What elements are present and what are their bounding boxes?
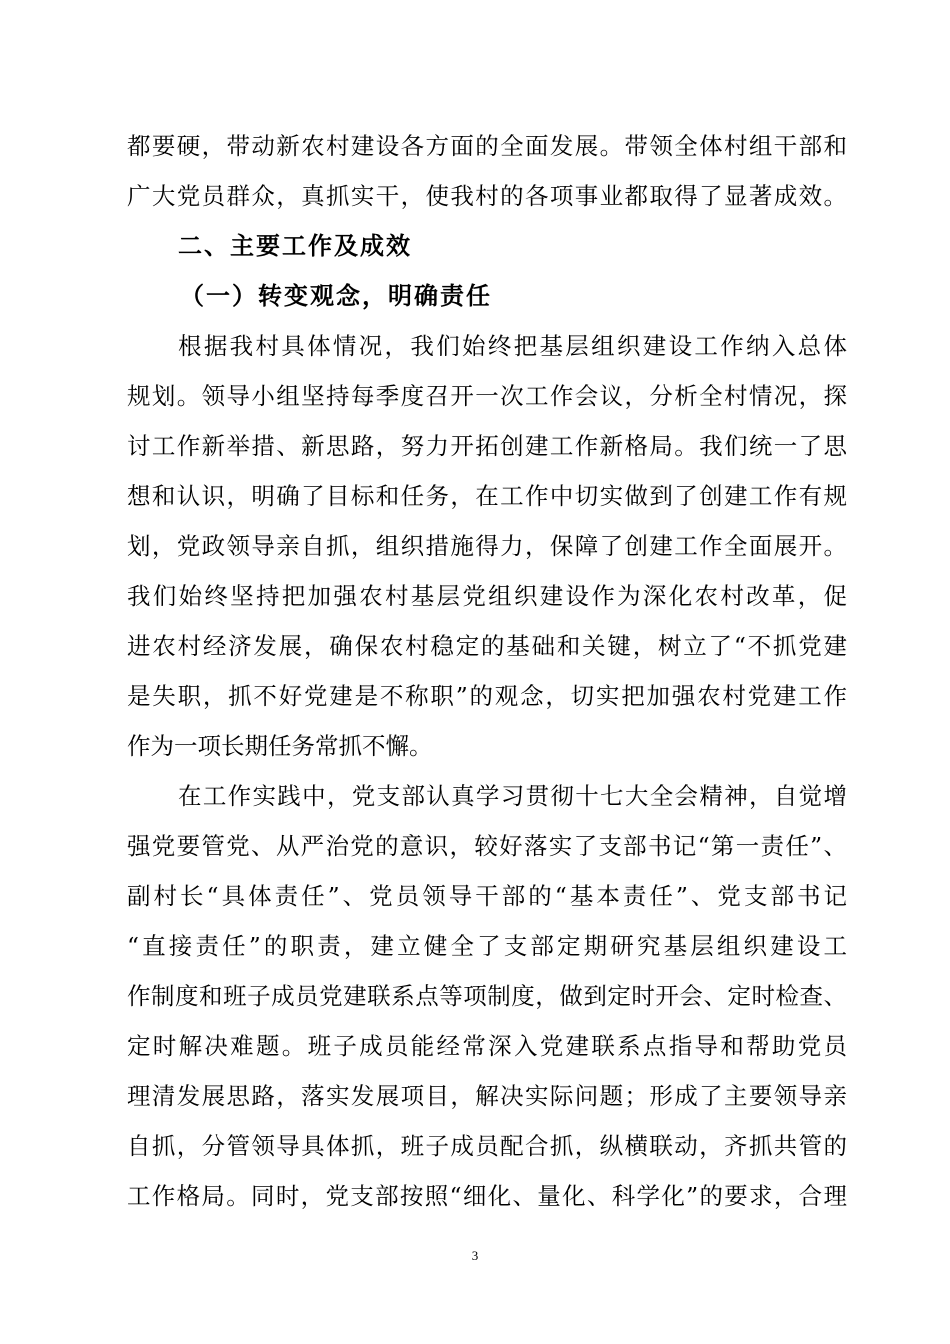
page-number: 3 bbox=[471, 1248, 479, 1263]
paragraph-line: 讨工作新举措、新思路，努力开拓创建工作新格局。我们统一了思 bbox=[127, 432, 847, 460]
paragraph-line: 作为一项长期任务常抓不懈。 bbox=[127, 732, 433, 760]
paragraph-line: 在工作实践中，党支部认真学习贯彻十七大全会精神，自觉增 bbox=[178, 782, 847, 810]
subsection-heading: （一）转变观念，明确责任 bbox=[180, 282, 492, 310]
paragraph-line: 副村长“具体责任”、党员领导干部的“基本责任”、党支部书记 bbox=[127, 882, 847, 910]
paragraph-line: 规划。领导小组坚持每季度召开一次工作会议，分析全村情况，探 bbox=[127, 382, 847, 410]
paragraph-line: 想和认识，明确了目标和任务，在工作中切实做到了创建工作有规 bbox=[127, 482, 847, 510]
paragraph-line: “直接责任”的职责，建立健全了支部定期研究基层组织建设工 bbox=[127, 932, 847, 960]
paragraph-line: 我们始终坚持把加强农村基层党组织建设作为深化农村改革，促 bbox=[127, 582, 847, 610]
paragraph-line: 进农村经济发展，确保农村稳定的基础和关键，树立了“不抓党建 bbox=[127, 632, 847, 660]
paragraph-line: 划，党政领导亲自抓，组织措施得力，保障了创建工作全面展开。 bbox=[127, 532, 847, 560]
paragraph-line: 定时解决难题。班子成员能经常深入党建联系点指导和帮助党员 bbox=[127, 1032, 847, 1060]
paragraph-line: 都要硬，带动新农村建设各方面的全面发展。带领全体村组干部和 bbox=[127, 132, 847, 160]
paragraph-line: 根据我村具体情况，我们始终把基层组织建设工作纳入总体 bbox=[178, 332, 847, 360]
paragraph-line: 强党要管党、从严治党的意识，较好落实了支部书记“第一责任”、 bbox=[127, 832, 847, 860]
paragraph-line: 广大党员群众，真抓实干，使我村的各项事业都取得了显著成效。 bbox=[127, 182, 847, 210]
paragraph-line: 是失职，抓不好党建是不称职”的观念，切实把加强农村党建工作 bbox=[127, 682, 847, 710]
paragraph-line: 理清发展思路，落实发展项目，解决实际问题；形成了主要领导亲 bbox=[127, 1082, 847, 1110]
section-heading: 二、主要工作及成效 bbox=[178, 232, 412, 260]
paragraph-line: 作制度和班子成员党建联系点等项制度，做到定时开会、定时检查、 bbox=[127, 982, 847, 1010]
paragraph-line: 工作格局。同时，党支部按照“细化、量化、科学化”的要求，合理 bbox=[127, 1182, 847, 1210]
paragraph-line: 自抓，分管领导具体抓，班子成员配合抓，纵横联动，齐抓共管的 bbox=[127, 1132, 847, 1160]
